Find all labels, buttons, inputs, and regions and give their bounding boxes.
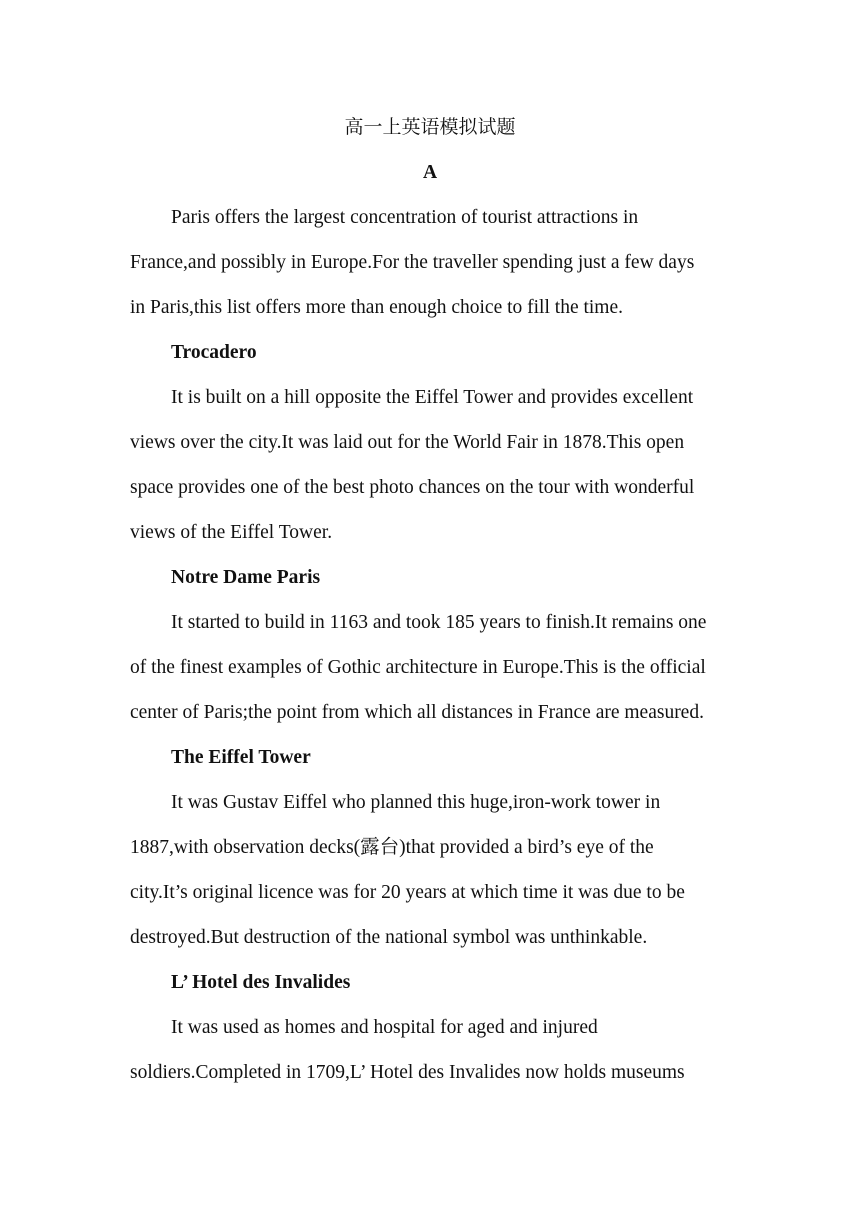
- attraction-heading: The Eiffel Tower: [171, 747, 311, 768]
- paragraph-line: city.It’s original licence was for 20 years at which time it was due to be: [130, 882, 685, 903]
- paragraph-line: France,and possibly in Europe.For the traveller spending just a few days: [130, 252, 695, 273]
- attraction-heading: L’ Hotel des Invalides: [171, 972, 351, 993]
- paragraph-line: Paris offers the largest concentration of tourist attractions in: [171, 207, 639, 228]
- paragraph-line: It was used as homes and hospital for aged and injured: [171, 1017, 598, 1038]
- attraction-heading: Notre Dame Paris: [171, 567, 321, 588]
- paragraph-line: in Paris,this list offers more than enough choice to fill the time.: [130, 297, 624, 318]
- paragraph-line: It is built on a hill opposite the Eiffel Tower and provides excellent: [171, 387, 694, 408]
- paragraph-line: 1887,with observation decks(露台)that provided a bird’s eye of the: [130, 837, 654, 858]
- section-label: A: [422, 162, 438, 183]
- paragraph-line: of the finest examples of Gothic architecture in Europe.This is the official: [130, 657, 706, 678]
- paragraph-line: soldiers.Completed in 1709,L’ Hotel des Invalides now holds museums: [130, 1062, 685, 1083]
- paragraph-line: destroyed.But destruction of the national symbol was unthinkable.: [130, 927, 648, 948]
- paragraph-line: It started to build in 1163 and took 185 years to finish.It remains one: [171, 612, 707, 633]
- paragraph-line: center of Paris;the point from which all distances in France are measured.: [130, 702, 704, 723]
- paragraph-line: space provides one of the best photo chances on the tour with wonderful: [130, 477, 695, 498]
- paragraph-line: views over the city.It was laid out for the World Fair in 1878.This open: [130, 432, 685, 453]
- attraction-heading: Trocadero: [171, 342, 257, 363]
- paragraph-line: views of the Eiffel Tower.: [130, 522, 333, 543]
- document-title: 高一上英语模拟试题: [344, 116, 516, 138]
- paragraph-line: It was Gustav Eiffel who planned this huge,iron-work tower in: [171, 792, 661, 813]
